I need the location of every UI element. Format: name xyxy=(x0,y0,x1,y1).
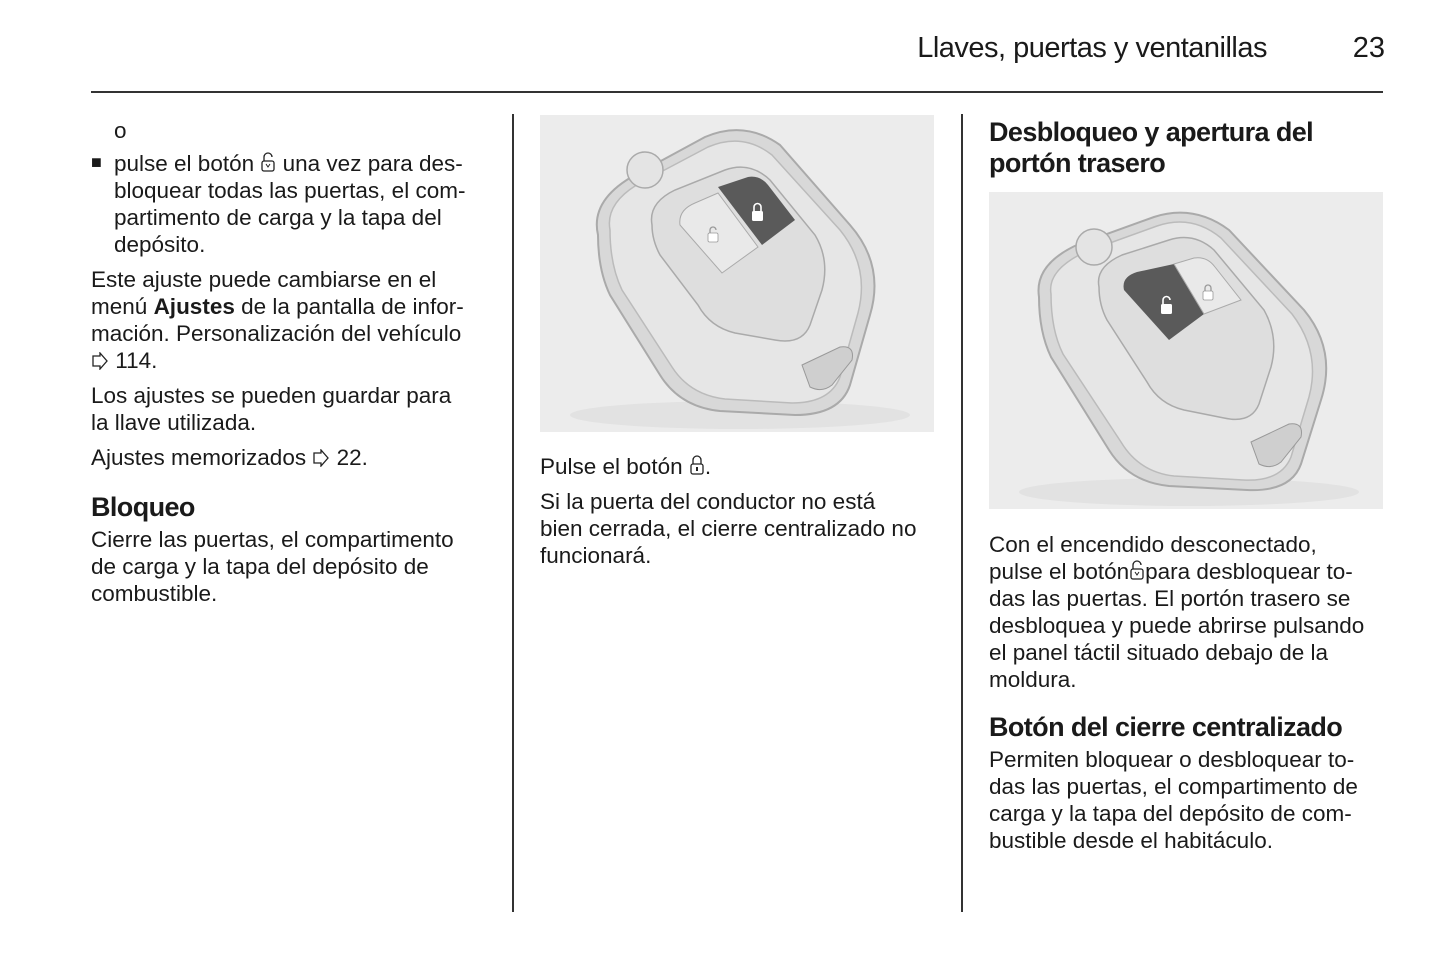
bullet-line: depósito. xyxy=(114,232,206,257)
column-right-text xyxy=(989,0,1389,965)
central-lock-paragraph: Permiten bloquear o desbloquear to- das las puertas, el compartimento de carga y la tapa del depósito de com- bustible desde el habitáculo. xyxy=(989,747,1358,853)
unlock-button-icon xyxy=(1129,559,1145,581)
bloqueo-paragraph: Cierre las puertas, el compartimento de carga y la tapa del depósito de combustible. xyxy=(91,527,454,606)
bullet-item: ■ pulse el botón una vez para des- bloquear todas las puertas, el com- partimento de carga y la tapa del depósito. xyxy=(91,150,501,258)
bullet-line: bloquear todas las puertas, el com- xyxy=(114,178,466,203)
settings-paragraph: Este ajuste puede cambiarse en el menú Ajustes de la pantalla de infor- mación. Personalización del vehículo 114. xyxy=(91,267,464,373)
column-middle xyxy=(540,0,940,965)
bullet-marker: ■ xyxy=(91,152,102,172)
heading-bloqueo: Bloqueo xyxy=(91,492,195,522)
column-divider-1 xyxy=(512,114,514,912)
bullet-line: partimento de carga y la tapa del xyxy=(114,205,442,230)
door-warning-paragraph: Si la puerta del conductor no está bien cerrada, el cierre centralizado no funcionará. xyxy=(540,489,917,568)
page-reference[interactable]: 22. xyxy=(336,445,368,470)
menu-name: Ajustes xyxy=(153,294,235,319)
page-number: 23 xyxy=(1352,32,1385,64)
running-title: Llaves, puertas y ventanillas xyxy=(917,32,1267,64)
heading-central-lock-button: Botón del cierre centralizado xyxy=(989,712,1343,742)
unlock-button-icon xyxy=(260,151,276,173)
page-reference-arrow-icon xyxy=(91,352,109,370)
press-lock-instruction: Pulse el botón . xyxy=(540,454,712,479)
column-left xyxy=(91,0,501,965)
storage-paragraph: Los ajustes se pueden guardar para la llave utilizada. xyxy=(91,383,452,435)
page-reference-arrow-icon xyxy=(312,449,330,467)
memorized-settings-ref: Ajustes memorizados 22. xyxy=(91,445,368,470)
or-text: o xyxy=(114,118,127,143)
lock-button-icon xyxy=(689,454,705,476)
heading-tailgate: Desbloqueo y apertura del portón trasero xyxy=(989,117,1314,178)
page-reference[interactable]: 114. xyxy=(115,348,158,373)
column-divider-2 xyxy=(961,114,963,912)
tailgate-paragraph: Con el encendido desconectado, pulse el botón para desbloquear to- das las puertas. El portón trasero se desbloquea y puede abrirse pulsando el panel táctil situado debajo de la moldura. xyxy=(989,532,1365,692)
